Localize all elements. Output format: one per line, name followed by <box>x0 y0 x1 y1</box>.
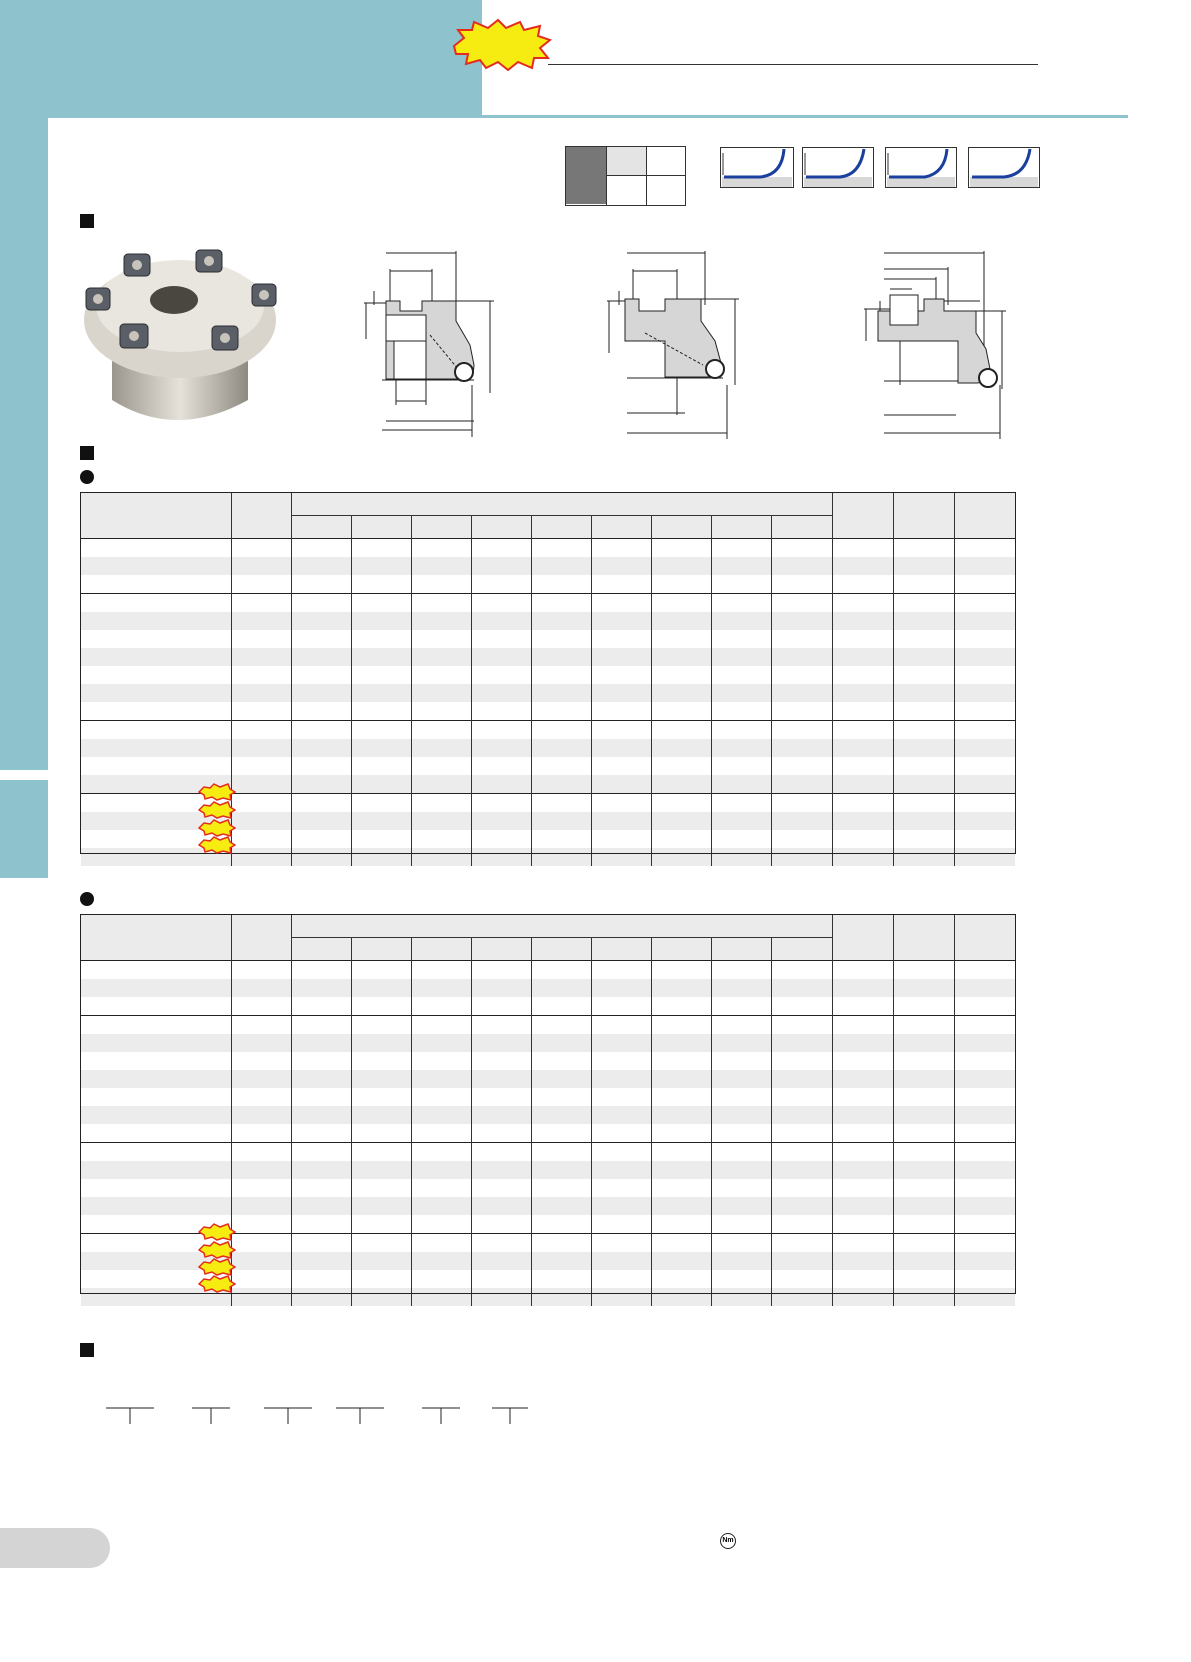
circle-bullet-icon <box>80 470 94 484</box>
table-row <box>81 739 1015 757</box>
table-row <box>81 757 1015 775</box>
new-burst-icon <box>198 1275 236 1293</box>
grade-cell-empty-1 <box>646 147 685 175</box>
torque-wrench-icon <box>720 1533 736 1549</box>
section2-heading <box>102 444 402 462</box>
new-burst-icon <box>198 1241 236 1259</box>
section1-heading <box>102 212 402 230</box>
table-row <box>81 702 1015 721</box>
header-subtitle <box>548 72 1038 92</box>
header-band-left <box>0 0 482 118</box>
new-burst-icon <box>198 783 236 801</box>
grade-cell-empty-2 <box>606 175 647 205</box>
table-header-row <box>81 516 1015 539</box>
table-row <box>81 557 1015 575</box>
new-burst-icon <box>198 801 236 819</box>
table-row <box>81 630 1015 648</box>
table-row <box>81 1106 1015 1124</box>
table-row <box>81 1070 1015 1088</box>
table-row <box>81 594 1015 613</box>
new-burst-icon <box>198 1258 236 1276</box>
table-header-row <box>81 915 1015 938</box>
profile-diagram-icon <box>968 147 1040 188</box>
profile-diagram-icon <box>860 245 1010 440</box>
table-row <box>81 1052 1015 1070</box>
table-row <box>81 666 1015 684</box>
new-burst-icon <box>198 1223 236 1241</box>
square-bullet-icon <box>80 1343 94 1357</box>
table-row <box>81 1124 1015 1143</box>
table-row <box>81 997 1015 1016</box>
header-rule <box>548 64 1038 65</box>
table-row <box>81 684 1015 702</box>
profile-diagram-icon <box>360 245 500 440</box>
table-row <box>81 612 1015 630</box>
table2-subheading <box>102 890 402 908</box>
torque-unit-text: Nm <box>722 1537 734 1544</box>
table-row <box>81 1016 1015 1035</box>
circle-bullet-icon <box>80 892 94 906</box>
new-burst-icon <box>450 18 554 72</box>
grade-cell-dark <box>566 147 606 204</box>
table-row <box>81 575 1015 594</box>
table-row <box>81 1197 1015 1215</box>
header-underline <box>482 115 1128 118</box>
table-row <box>81 1088 1015 1106</box>
profile-diagram-icon <box>802 147 874 188</box>
table-row <box>81 721 1015 740</box>
grade-matrix <box>565 146 686 206</box>
new-burst-icon <box>198 819 236 837</box>
table-row <box>81 648 1015 666</box>
table-header-row <box>81 938 1015 961</box>
table-row <box>81 1179 1015 1197</box>
table1-subheading <box>102 468 402 486</box>
grade-cell-empty-3 <box>646 175 685 205</box>
left-sidebar-lower <box>0 780 48 878</box>
table-row <box>81 1161 1015 1179</box>
page-number-tab <box>0 1528 110 1568</box>
left-sidebar-upper <box>0 118 48 770</box>
header-title <box>570 30 1030 58</box>
designation-brackets <box>100 1400 540 1430</box>
table-row <box>81 1034 1015 1052</box>
table-row <box>81 961 1015 980</box>
square-bullet-icon <box>80 446 94 460</box>
profile-diagram-icon <box>605 245 740 440</box>
table-row <box>81 979 1015 997</box>
new-burst-icon <box>198 836 236 854</box>
table-header-row <box>81 493 1015 516</box>
cutter-photo-icon <box>76 240 286 430</box>
profile-diagram-icon <box>885 147 957 188</box>
section3-heading <box>102 1341 402 1359</box>
grade-cell-light <box>606 147 647 175</box>
profile-diagram-icon <box>720 147 794 188</box>
table-row <box>81 1143 1015 1162</box>
table-row <box>81 539 1015 558</box>
square-bullet-icon <box>80 214 94 228</box>
